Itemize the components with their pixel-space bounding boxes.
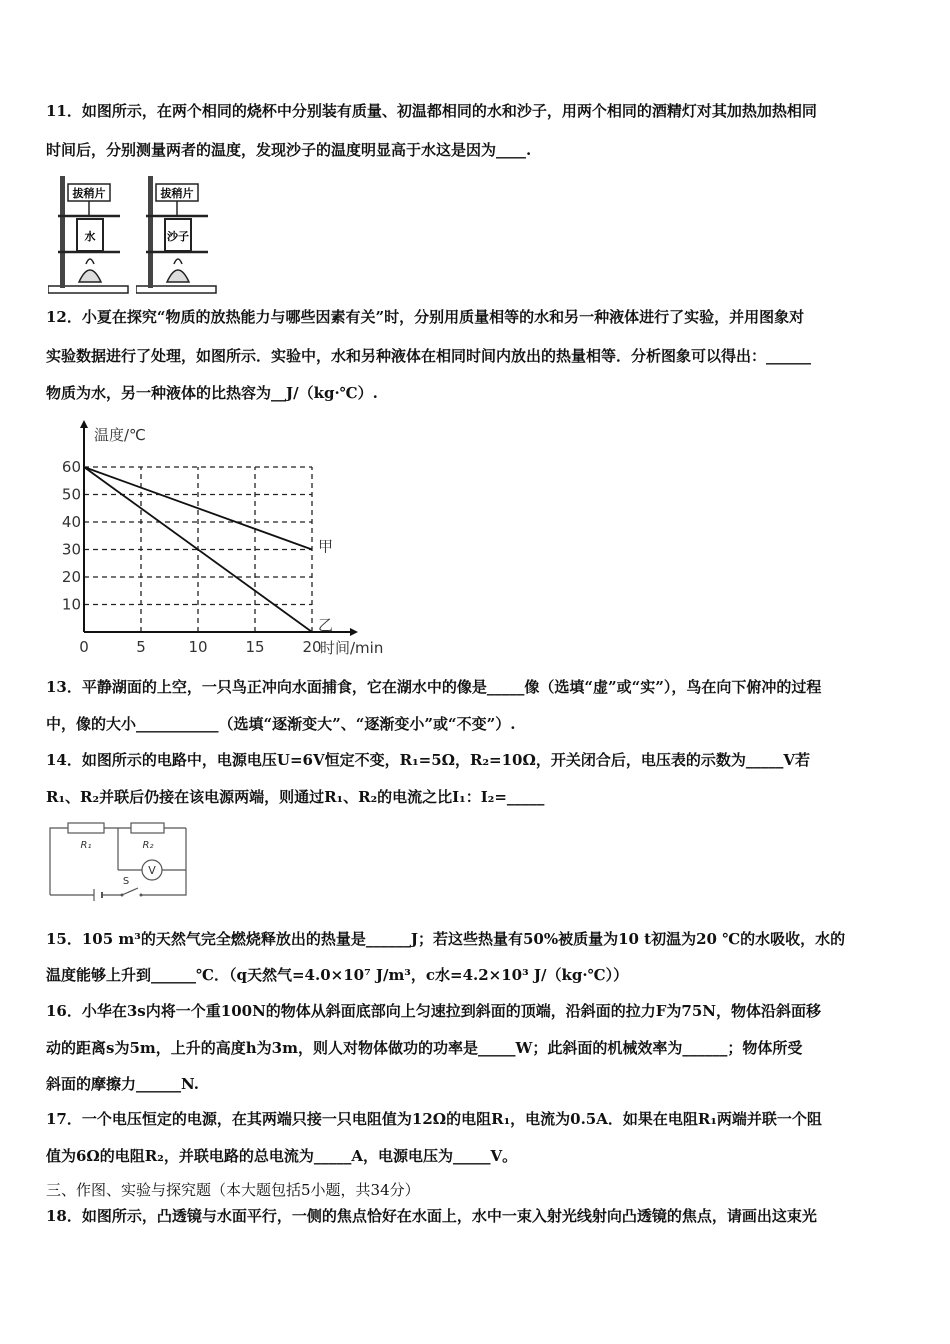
y-axis-arrow: [80, 420, 88, 428]
switch-label: S: [122, 876, 130, 887]
resistor-r1: [68, 823, 104, 833]
beaker-content-sand: 沙子: [167, 230, 189, 243]
q13-line2: 中，像的大小___________（选填“逐渐变大”、“逐渐变小”或“不变”）.: [46, 715, 516, 733]
temperature-time-chart: [52, 418, 412, 656]
circuit-diagram: [46, 820, 206, 902]
label-text: 拔稍片: [160, 187, 194, 200]
q14-line2: R₁、R₂并联后仍接在该电源两端，则通过R₁、R₂的电流之比I₁：I₂=_____: [46, 788, 545, 806]
y-tick-label: 50: [61, 485, 81, 504]
beaker-content-water: 水: [84, 230, 96, 243]
x-tick-label: 20: [302, 638, 322, 656]
q16-line2: 动的距离s为5m，上升的高度h为3m，则人对物体做功的功率是_____W；此斜面的机械效率为______；物体所受: [46, 1039, 803, 1057]
q15-line2: 温度能够上升到______℃．（q天然气=4.0×10⁷ J/m³，c水=4.2×10³ J/（kg·℃））: [46, 966, 629, 984]
beaker-heating-figure-left: [48, 172, 130, 294]
x-tick-label: 10: [188, 638, 208, 656]
y-tick-label: 40: [61, 513, 81, 531]
x-tick-label: 15: [245, 638, 265, 656]
y-tick-label: 20: [61, 568, 81, 586]
q15-line1: 15．105 m³的天然气完全燃烧释放出的热量是______J；若这些热量有50%被质量为10 t初温为20 ℃的水吸收，水的: [46, 930, 846, 948]
label-text: 拔稍片: [72, 187, 106, 200]
stand-rod: [148, 176, 153, 288]
x-axis-label: 时间/min: [320, 639, 384, 656]
q11-line2: 时间后，分别测量两者的温度，发现沙子的温度明显高于水这是因为____.: [46, 141, 532, 159]
q16-line1: 16．小华在3s内将一个重100N的物体从斜面底部向上匀速拉到斜面的顶端，沿斜面的拉力F为75N，物体沿斜面移: [46, 1002, 822, 1020]
q13-line1: 13．平静湖面的上空，一只鸟正冲向水面捕食，它在湖水中的像是_____像（选填“虚”或“实”），鸟在向下俯冲的过程: [46, 678, 822, 696]
y-tick-label: 60: [61, 458, 81, 476]
q17-line2: 值为6Ω的电阻R₂，并联电路的总电流为_____A，电源电压为_____V。: [46, 1147, 518, 1165]
q17-line1: 17．一个电压恒定的电源，在其两端只接一只电阻值为12Ω的电阻R₁，电流为0.5A．如果在电阻R₁两端并联一个阻: [46, 1110, 822, 1128]
q18-line1: 18．如图所示，凸透镜与水面平行，一侧的焦点恰好在水面上，水中一束入射光线射向凸透镜的焦点，请画出这束光: [46, 1207, 817, 1225]
section-3-title: 三、作图、实验与探究题（本大题包括5小题，共34分）: [46, 1181, 420, 1199]
voltmeter-label: V: [148, 864, 156, 877]
q16-line3: 斜面的摩擦力______N.: [46, 1075, 199, 1093]
x-tick-label: 5: [136, 638, 146, 656]
alcohol-lamp: [167, 270, 189, 282]
x-tick-label: 0: [79, 638, 89, 656]
y-tick-label: 10: [61, 595, 81, 614]
stand-rod: [60, 176, 65, 288]
q12-line3: 物质为水，另一种液体的比热容为__J/（kg·℃）.: [46, 384, 378, 402]
series-label-2: 乙: [318, 616, 334, 634]
q11-line1: 11．如图所示，在两个相同的烧杯中分别装有质量、初温都相同的水和沙子，用两个相同的酒精灯对其加热加热相同: [46, 102, 817, 120]
resistor-r1-label: R₁: [80, 840, 92, 851]
resistor-r2-label: R₂: [142, 840, 154, 851]
y-axis-label: 温度/℃: [94, 426, 146, 444]
q12-line2: 实验数据进行了处理，如图所示．实验中，水和另种液体在相同时间内放出的热量相等．分析图象可以得出：______: [46, 347, 812, 365]
resistor-r2: [131, 823, 164, 833]
flame-icon: [86, 259, 94, 264]
series-label-1: 甲: [318, 537, 334, 556]
beaker-heating-figure-right: [136, 172, 218, 294]
q14-line1: 14．如图所示的电路中，电源电压U=6V恒定不变，R₁=5Ω，R₂=10Ω，开关闭合后，电压表的示数为_____V若: [46, 751, 810, 769]
flame-icon: [174, 259, 182, 264]
alcohol-lamp: [79, 270, 101, 282]
y-tick-label: 30: [61, 540, 81, 559]
x-axis-arrow: [350, 628, 358, 636]
chart-series: [84, 467, 333, 634]
q12-line1: 12．小夏在探究“物质的放热能力与哪些因素有关”时，分别用质量相等的水和另一种液体进行了实验，并用图象对: [46, 308, 805, 326]
chart-ticks: [62, 458, 322, 656]
